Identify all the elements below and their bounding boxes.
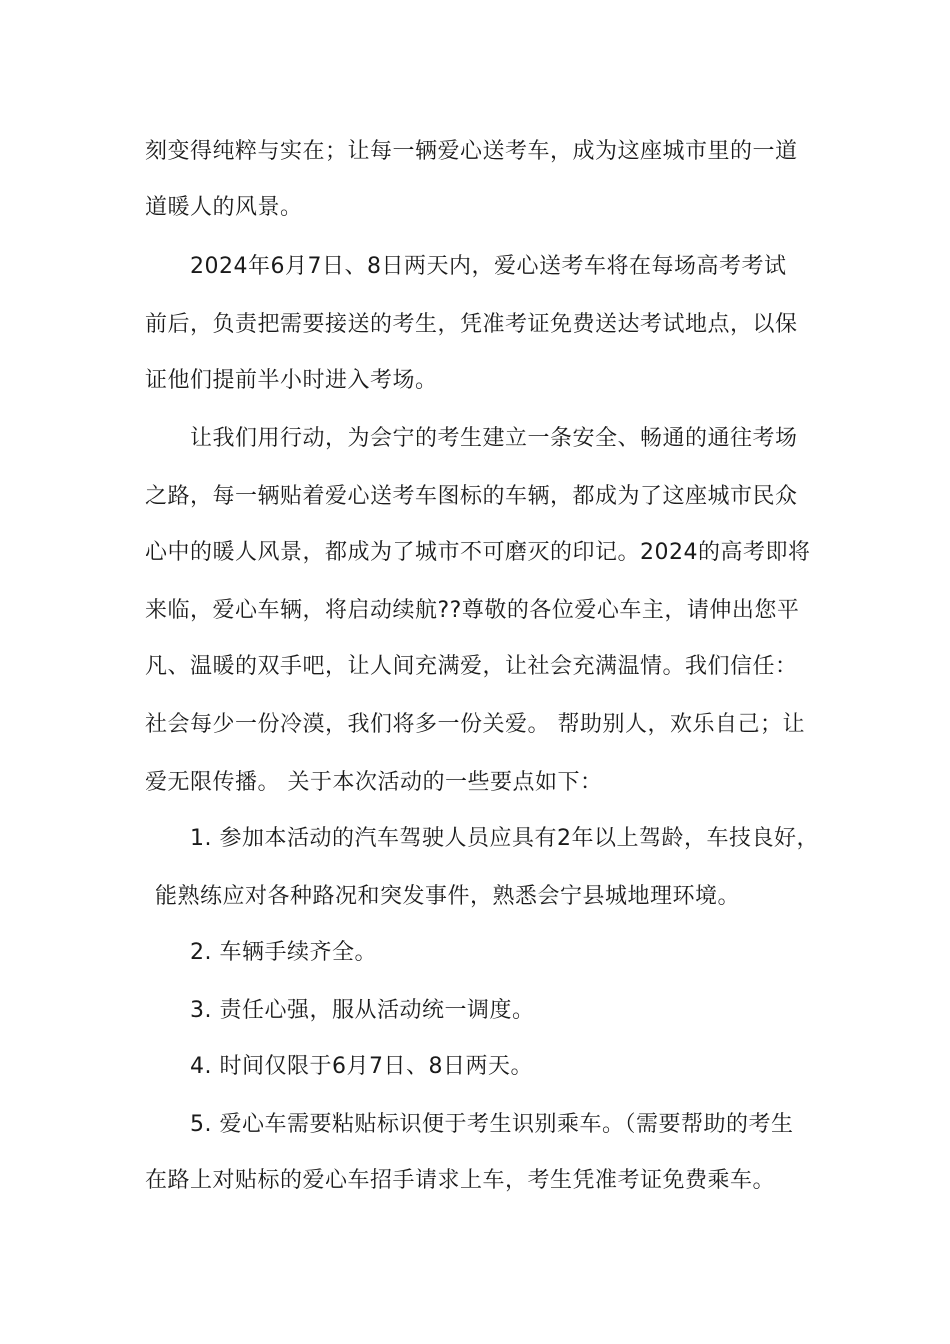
text-line-2: 道暖人的风景。 <box>145 195 303 220</box>
list-item-2: 2. 车辆手续齐全。 <box>190 940 377 965</box>
list-item-5-continued: 在路上对贴标的爱心车招手请求上车，考生凭准考证免费乘车。 <box>145 1168 776 1193</box>
text-line-9: 来临，爱心车辆，将启动续航??尊敬的各位爱心车主，请伸出您平 <box>145 598 800 623</box>
list-item-1-continued: 能熟练应对各种路况和突发事件，熟悉会宁县城地理环境。 <box>155 884 741 909</box>
text-line-1: 刻变得纯粹与实在；让每一辆爱心送考车，成为这座城市里的一道 <box>145 139 798 164</box>
text-line-7: 之路，每一辆贴着爱心送考车图标的车辆，都成为了这座城市民众 <box>145 484 798 509</box>
text-line-6: 让我们用行动，为会宁的考生建立一条安全、畅通的通往考场 <box>190 426 798 451</box>
text-line-10: 凡、温暖的双手吧，让人间充满爱，让社会充满温情。我们信任： <box>145 654 798 679</box>
text-line-12: 爱无限传播。 关于本次活动的一些要点如下： <box>145 770 603 795</box>
text-line-3: 2024年6月7日、8日两天内，爱心送考车将在每场高考考试 <box>190 254 787 279</box>
list-item-4: 4. 时间仅限于6月7日、8日两天。 <box>190 1054 533 1079</box>
text-line-5: 证他们提前半小时进入考场。 <box>145 368 438 393</box>
text-line-4: 前后，负责把需要接送的考生，凭准考证免费送达考试地点，以保 <box>145 312 798 337</box>
list-item-1: 1. 参加本活动的汽车驾驶人员应具有2年以上驾龄，车技良好， <box>190 826 819 851</box>
list-item-3: 3. 责任心强，服从活动统一调度。 <box>190 998 535 1023</box>
list-item-5: 5. 爱心车需要粘贴标识便于考生识别乘车。（需要帮助的考生 <box>190 1112 794 1137</box>
text-line-8: 心中的暖人风景，都成为了城市不可磨灭的印记。2024的高考即将 <box>145 540 811 565</box>
text-line-11: 社会每少一份冷漠，我们将多一份关爱。 帮助别人，欢乐自己；让 <box>145 712 805 737</box>
